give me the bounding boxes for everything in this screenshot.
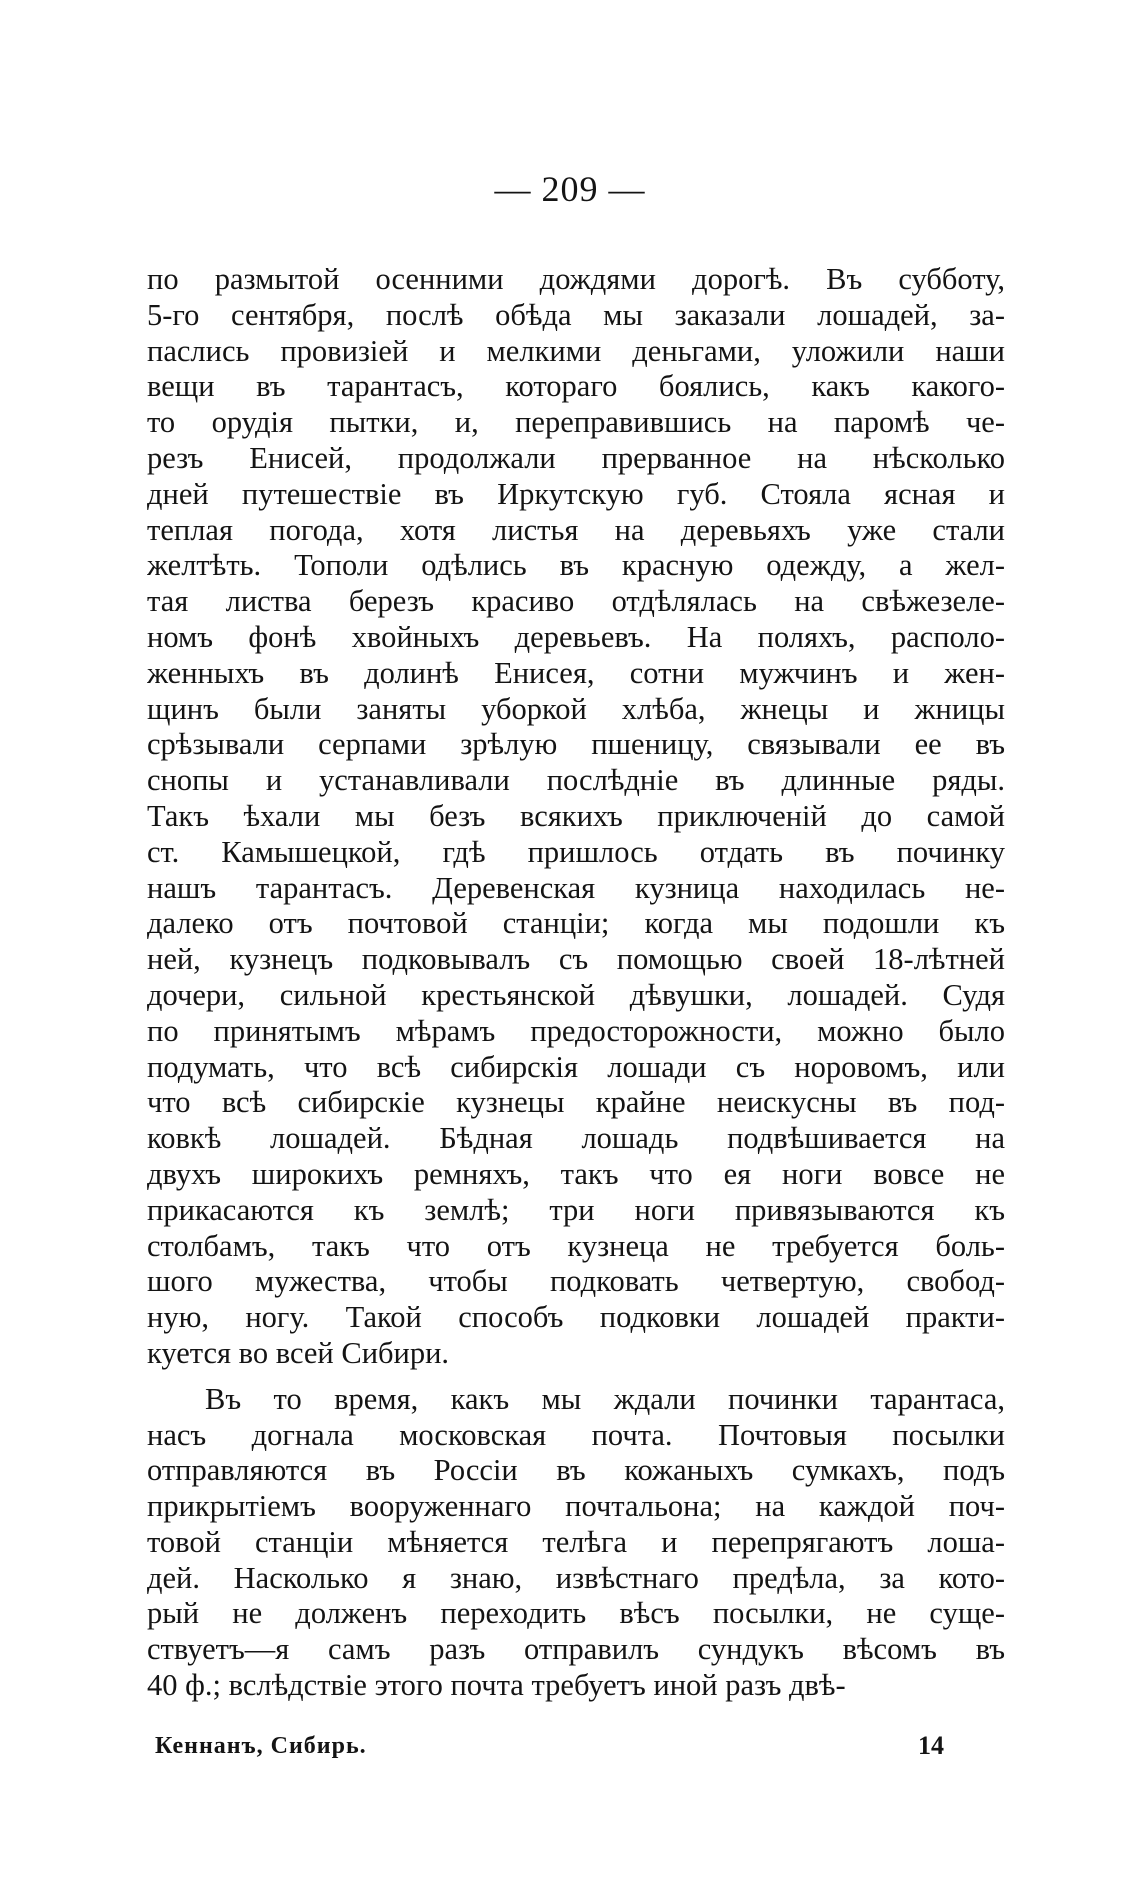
text-line: насъ догнала московская почта. Почтовыя посылки [147,1417,1005,1452]
page-number: — 209 — [494,169,646,209]
text-line: ную, ногу. Такой способъ подковки лошадей практи- [147,1300,1005,1335]
text-line: нашъ тарантасъ. Деревенская кузница находилась не- [147,870,1005,905]
text-line: резъ Енисей, продолжали прерванное на нѣсколько [147,440,1005,475]
text-line: желтѣть. Тополи одѣлись въ красную одежду, а жел- [147,548,1005,583]
text-line: куется во всей Сибири. [147,1335,450,1370]
text-line: подумать, что всѣ сибирскія лошади съ норовомъ, или [147,1049,1005,1084]
text-line: 5-го сентября, послѣ обѣда мы заказали лошадей, за- [147,297,1005,332]
text-line: паслись провизіей и мелкими деньгами, уложили наши [147,333,1005,368]
text-line: срѣзывали серпами зрѣлую пшеницу, связывали ее въ [147,727,1005,762]
text-line: прикасаются къ землѣ; три ноги привязываются къ [147,1192,1005,1227]
text-line: теплая погода, хотя листья на деревьяхъ уже стали [147,512,1005,547]
text-line: 40 ф.; вслѣдствіе этого почта требуетъ иной разъ двѣ- [147,1668,846,1703]
text-line: женныхъ въ долинѣ Енисея, сотни мужчинъ и жен- [147,655,1005,690]
text-line: щинъ были заняты уборкой хлѣба, жнецы и жницы [147,691,1005,726]
text-line: товой станціи мѣняется телѣга и перепрягаютъ лоша- [147,1524,1005,1559]
paragraph [147,1382,1005,1704]
text-line: Такъ ѣхали мы безъ всякихъ приключеній до самой [147,798,1005,833]
text-line: по размытой осенними дождями дорогѣ. Въ субботу, [147,262,1005,296]
text-line: прикрытіемъ вооруженнаго почтальона; на каждой поч- [147,1489,1005,1524]
text-line: далеко отъ почтовой станціи; когда мы подошли къ [147,906,1005,941]
paragraph-gap [147,1372,1005,1382]
text-line: вещи въ тарантасъ, котораго боялись, какъ какого- [147,369,1005,404]
body-text [147,262,1005,1704]
text-line: ствуетъ—я самъ разъ отправилъ сундукъ вѣсомъ въ [147,1632,1005,1667]
text-line: рый не долженъ переходить вѣсъ посылки, не суще- [147,1596,1005,1631]
text-line: дней путешествіе въ Иркутскую губ. Стояла ясная и [147,476,1005,511]
text-line: снопы и устанавливали послѣдніе въ длинные ряды. [147,763,1005,798]
text-line: шого мужества, чтобы подковать четвертую, свобод- [147,1264,1005,1299]
text-line: номъ фонѣ хвойныхъ деревьевъ. На поляхъ, располо- [147,619,1005,654]
text-line: то орудія пытки, и, переправившись на паромѣ че- [147,405,1005,440]
text-line: что всѣ сибирскіе кузнецы крайне неискусны въ под- [147,1085,1005,1120]
text-line: ней, кузнецъ подковывалъ съ помощью своей 18-лѣтней [147,942,1005,977]
text-line: двухъ широкихъ ремняхъ, такъ что ея ноги вовсе не [147,1156,1005,1191]
text-line: дей. Насколько я знаю, извѣстнаго предѣла, за кото- [147,1560,1005,1595]
text-line: тая листва березъ красиво отдѣлялась на свѣжезеле- [147,584,1005,619]
footer-sheet-number: 14 [918,1731,944,1760]
text-line: ст. Камышецкой, гдѣ пришлось отдать въ починку [147,834,1005,869]
text-line: по принятымъ мѣрамъ предосторожности, можно было [147,1013,1005,1048]
text-line: столбамъ, такъ что отъ кузнеца не требуется боль- [147,1228,1005,1263]
text-line: дочери, сильной крестьянской дѣвушки, лошадей. Судя [147,977,1005,1012]
paragraph [147,262,1005,1372]
footer-signature: Кеннанъ, Сибирь. [155,1733,367,1759]
text-line: отправляются въ Россіи въ кожаныхъ сумкахъ, подъ [147,1453,1005,1488]
text-line: ковкѣ лошадей. Бѣдная лошадь подвѣшивается на [147,1121,1005,1156]
text-line: Въ то время, какъ мы ждали починки тарантаса, [205,1381,1005,1416]
